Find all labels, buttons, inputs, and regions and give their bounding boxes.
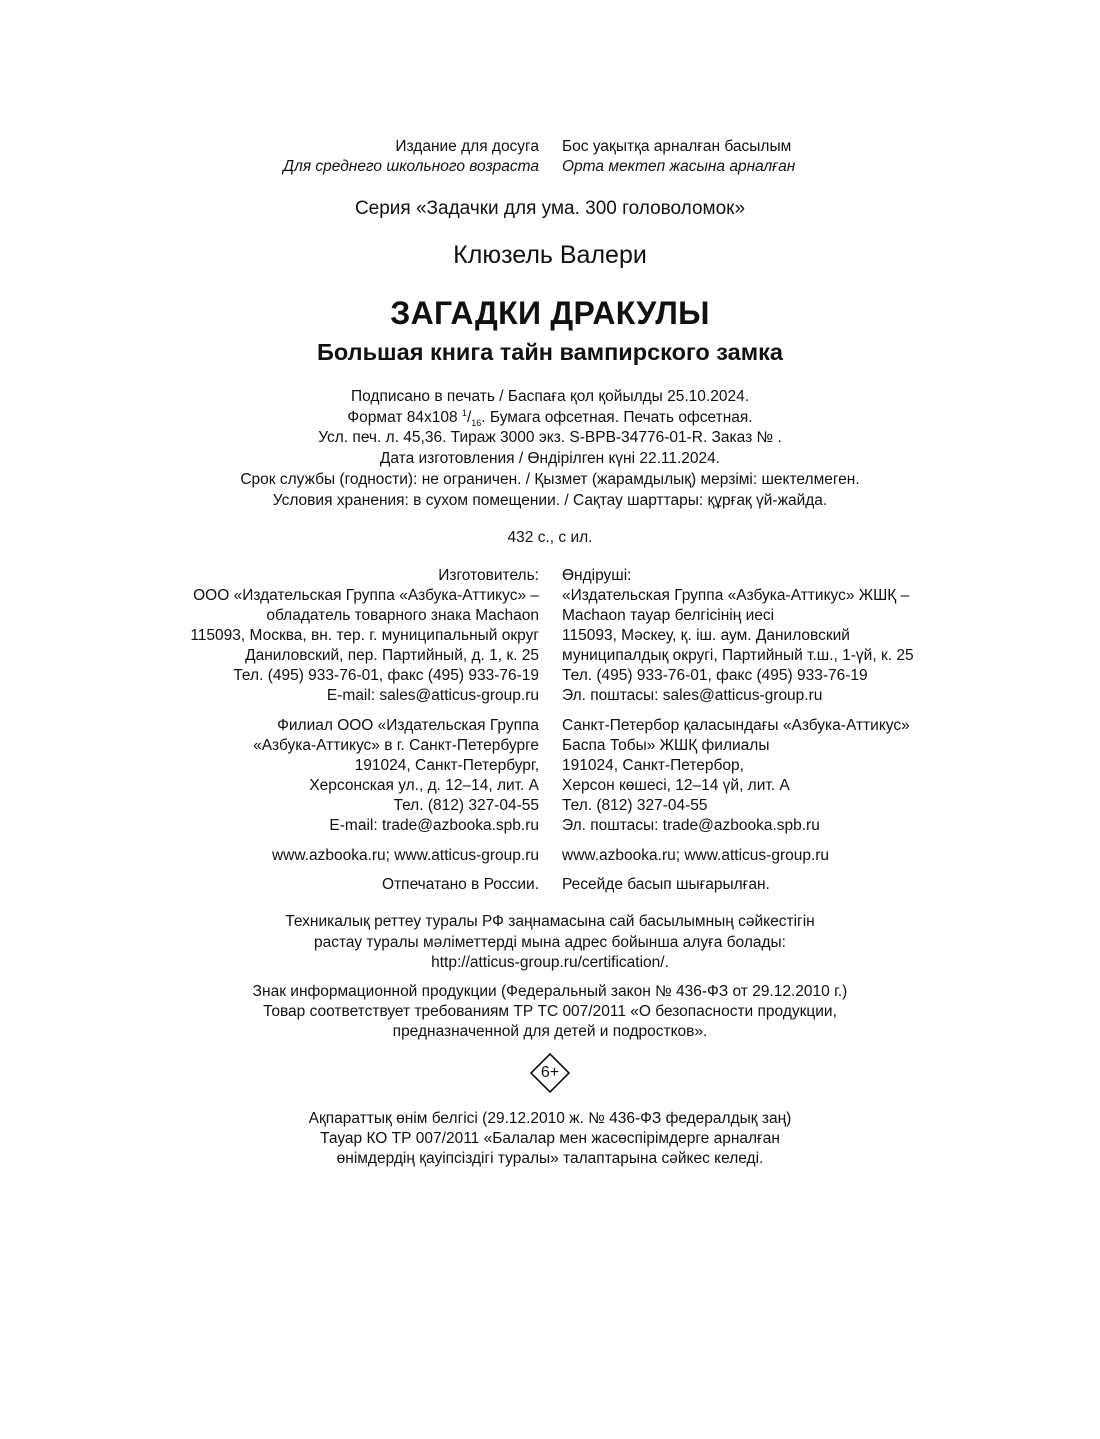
manufacturer-ru-line: Изготовитель: — [438, 567, 539, 584]
manufacturer-ru-line: Тел. (495) 933-76-01, факс (495) 933-76-19 — [233, 667, 539, 684]
certification-line: Техникалық реттеу туралы РФ заңнамасына сай басылымның сәйкестігін — [285, 913, 815, 930]
imprint-print-run: Усл. печ. л. 45,36. Тираж 3000 экз. S-BPB-34776-01-R. Заказ № . — [318, 429, 782, 446]
format-denominator: 16 — [471, 418, 482, 429]
format-paper: . Бумага офсетная. Печать офсетная. — [481, 409, 753, 426]
manufacturer-kz-line: муниципалдық округі, Партийный т.ш., 1-үй, к. 25 — [562, 647, 914, 664]
branch-ru-line: Филиал ООО «Издательская Группа — [277, 717, 539, 734]
manufacturer-kz-line: Machaon тауар белгісінің иесі — [562, 607, 775, 624]
imprint-storage: Условия хранения: в сухом помещении. / Сақтау шарттары: құрғақ үй-жайда. — [272, 492, 828, 509]
book-title: ЗАГАДКИ ДРАКУЛЫ — [390, 295, 710, 331]
branch-kz-line: Баспа Тобы» ЖШҚ филиалы — [562, 737, 770, 754]
info-sign-ru-line: Знак информационной продукции (Федеральный закон № 436-ФЗ от 29.12.2010 г.) — [252, 983, 848, 1000]
manufacturer-ru-line: E-mail: sales@atticus-group.ru — [326, 687, 539, 704]
branch-kz-line: Тел. (812) 327-04-55 — [562, 797, 708, 814]
imprint-made-date: Дата изготовления / Өндірілген күні 22.11.2024. — [379, 450, 721, 467]
format-slash: / — [466, 409, 472, 426]
book-subtitle: Большая книга тайн вампирского замка — [317, 339, 783, 365]
imprint-signed: Подписано в печать / Баспаға қол қойылды 25.10.2024. — [350, 388, 750, 405]
branch-ru-line: «Азбука-Аттикус» в г. Санкт-Петербурге — [253, 737, 539, 754]
branch-ru-line: 191024, Санкт-Петербург, — [354, 757, 539, 774]
info-sign-ru-line: предназначенной для детей и подростков». — [392, 1023, 708, 1040]
certification-url: http://atticus-group.ru/certification/. — [431, 954, 669, 971]
branch-kz-line: Эл. поштасы: trade@azbooka.spb.ru — [562, 817, 820, 834]
author-name: Клюзель Валери — [453, 241, 647, 269]
manufacturer-kz-line: 115093, Мәскеу, қ. іш. аум. Даниловский — [562, 627, 850, 644]
series-title: Серия «Задачки для ума. 300 головоломок» — [354, 198, 746, 219]
format-text: Формат 84x108 — [347, 409, 462, 426]
imprint-pages: 432 с., с ил. — [507, 529, 593, 546]
info-sign-ru-line: Товар соответствует требованиям ТР ТС 007/2011 «О безопасности продукции, — [263, 1003, 837, 1020]
imprint-shelf-life: Срок службы (годности): не ограничен. / Қызмет (жарамдылық) мерзімі: шектелмеген. — [240, 471, 860, 488]
printed-in-kz: Ресейде басып шығарылған. — [562, 876, 770, 893]
info-sign-kz-line: Тауар КО ТР 007/2011 «Балалар мен жасөспірімдерге арналған — [320, 1130, 780, 1147]
info-sign-kz-line: Ақпараттық өнім белгісі (29.12.2010 ж. № 436-ФЗ федералдық заң) — [308, 1110, 792, 1127]
branch-ru-line: E-mail: trade@azbooka.spb.ru — [329, 817, 539, 834]
branch-kz-line: Санкт-Петербор қаласындағы «Азбука-Аттикус» — [562, 717, 910, 734]
info-sign-kz-line: өнімдердің қауіпсіздігі туралы» талаптарына сәйкес келеді. — [336, 1150, 764, 1167]
manufacturer-kz-line: Өндіруші: — [562, 567, 632, 584]
branch-ru-line: Херсонская ул., д. 12–14, лит. А — [309, 777, 539, 794]
branch-kz-line: Херсон көшесі, 12–14 үй, лит. А — [562, 777, 790, 794]
manufacturer-kz-line: Эл. поштасы: sales@atticus-group.ru — [562, 687, 823, 704]
format-numerator: 1 — [461, 407, 467, 418]
age-rating-label: 6+ — [540, 1064, 560, 1081]
printed-in-ru: Отпечатано в России. — [382, 876, 539, 893]
audience-ru-line-1: Издание для досуга — [395, 138, 539, 155]
audience-kz-line-2: Орта мектеп жасына арналған — [562, 158, 796, 175]
manufacturer-kz-line: Тел. (495) 933-76-01, факс (495) 933-76-19 — [562, 667, 868, 684]
imprint-format — [0, 408, 1100, 428]
branch-ru-line: Тел. (812) 327-04-55 — [393, 797, 539, 814]
branch-kz-line: 191024, Санкт-Петербор, — [562, 757, 744, 774]
audience-kz-line-1: Бос уақытқа арналған басылым — [562, 138, 792, 155]
manufacturer-ru-line: ООО «Издательская Группа «Азбука-Аттикус» – — [193, 587, 539, 604]
certification-line: растау туралы мәліметтерді мына адрес бойынша алуға болады: — [313, 934, 786, 951]
manufacturer-kz-line: «Издательская Группа «Азбука-Аттикус» ЖШҚ – — [562, 587, 910, 604]
manufacturer-ru-line: 115093, Москва, вн. тер. г. муниципальный округ — [190, 627, 539, 644]
audience-ru-line-2: Для среднего школьного возраста — [283, 158, 539, 175]
websites-ru: www.azbooka.ru; www.atticus-group.ru — [271, 847, 539, 864]
age-rating-badge — [530, 1053, 570, 1093]
websites-kz: www.azbooka.ru; www.atticus-group.ru — [562, 847, 830, 864]
manufacturer-ru-line: Даниловский, пер. Партийный, д. 1, к. 25 — [245, 647, 539, 664]
manufacturer-ru-line: обладатель товарного знака Machaon — [266, 607, 539, 624]
